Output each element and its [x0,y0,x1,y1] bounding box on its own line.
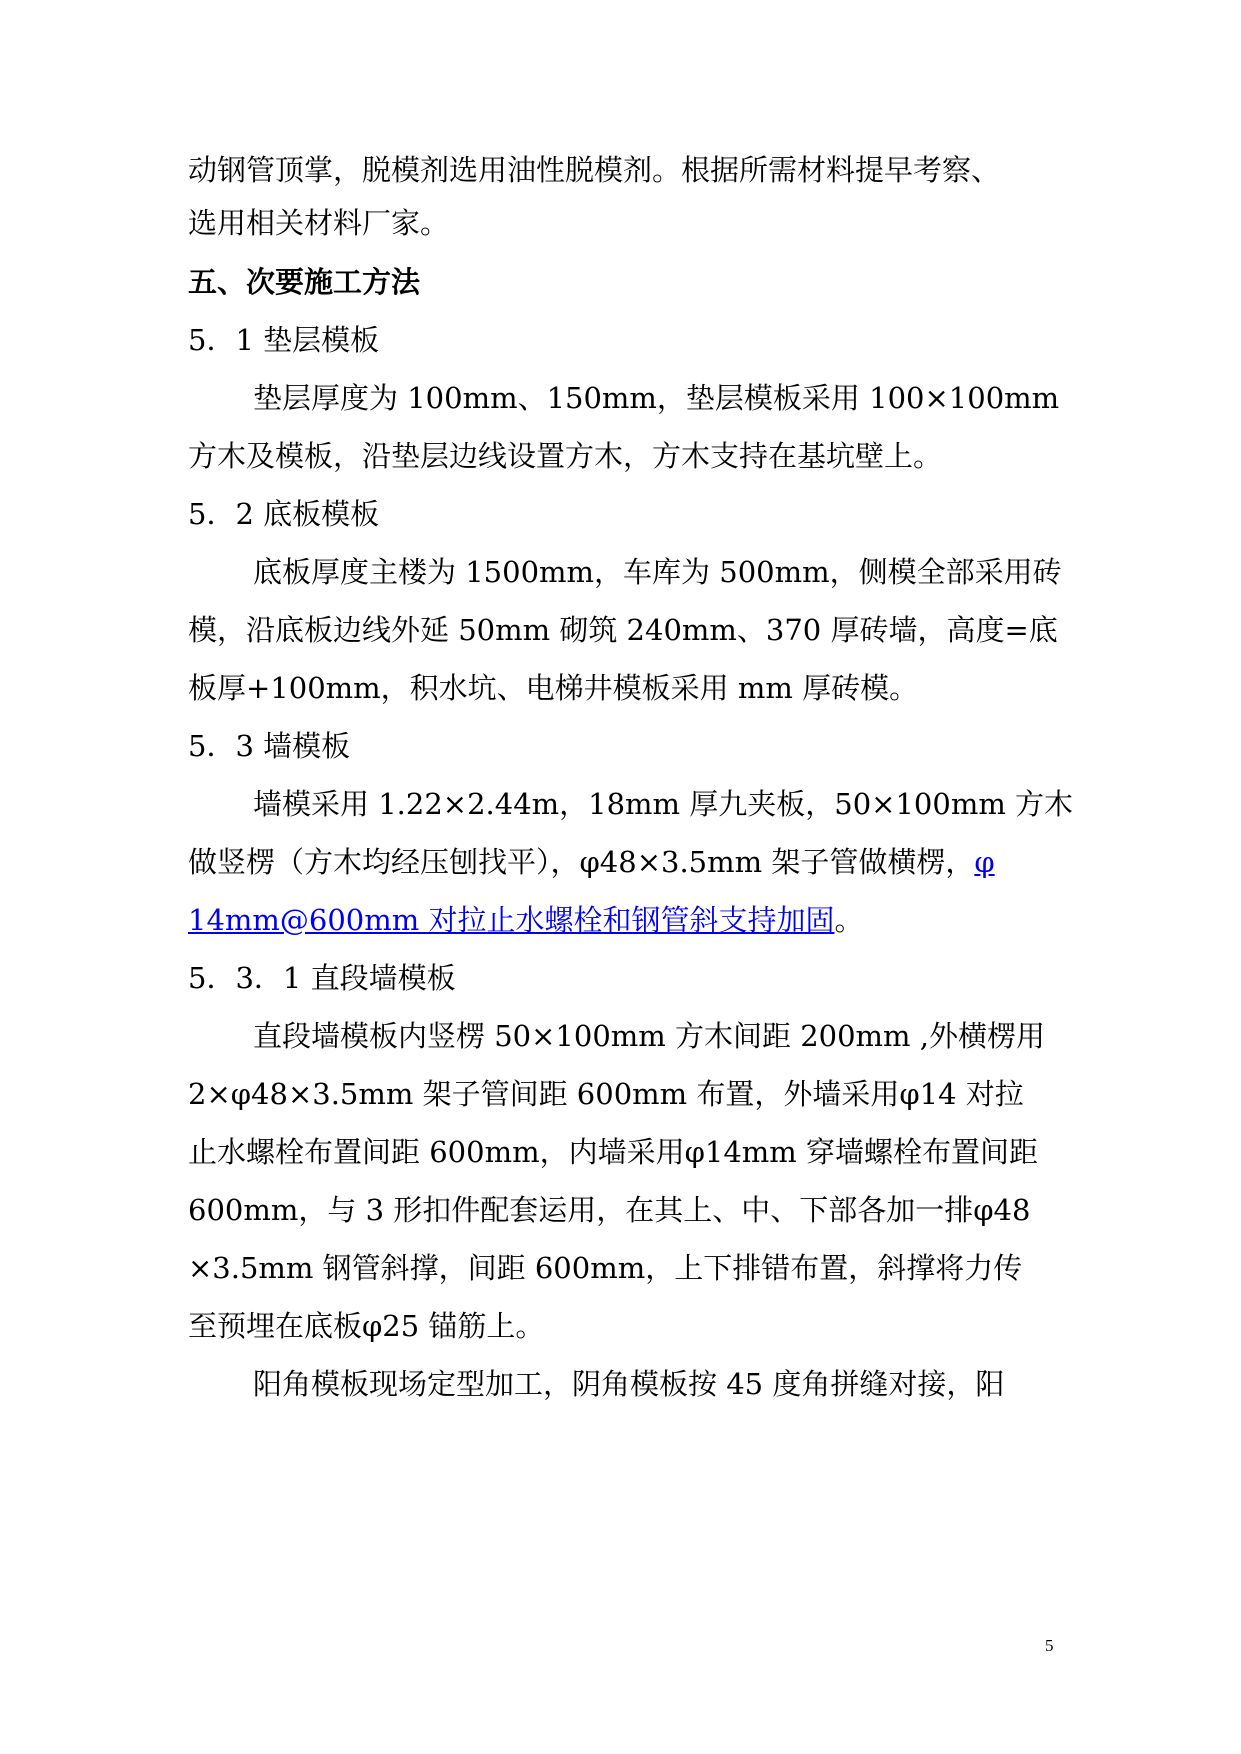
paragraph-line: 垫层厚度为 100mm、150mm，垫层模板采用 100×100mm [253,381,1060,415]
paragraph-line: ×3.5mm 钢管斜撑，间距 600mm，上下排错布置，斜撑将力传 [188,1251,1023,1285]
paragraph-line: 板厚+100mm，积水坑、电梯井模板采用 mm 厚砖模。 [188,671,919,705]
subsection-heading: 5．1 垫层模板 [188,323,380,357]
paragraph-line: 底板厚度主楼为 1500mm，车库为 500mm，侧模全部采用砖 [253,555,1062,589]
hyperlink-text[interactable]: 14mm@600mm 对拉止水螺栓和钢管斜支持加固 [188,903,835,937]
paragraph-line: 方木及模板，沿垫层边线设置方木，方木支持在基坑壁上。 [188,439,943,473]
hyperlink-start[interactable]: φ [974,845,995,879]
subsection-heading: 5．3．1 直段墙模板 [188,961,456,995]
paragraph-text: 。 [834,903,864,937]
page-number: 5 [1045,1636,1054,1655]
paragraph-line: 止水螺栓布置间距 600mm，内墙采用φ14mm 穿墙螺栓布置间距 [188,1135,1038,1169]
paragraph-text: 做竖楞（方木均经压刨找平），φ48×3.5mm 架子管做横楞， [188,845,975,879]
paragraph-line: 至预埋在底板φ25 锚筋上。 [188,1309,545,1343]
paragraph-line: 直段墙模板内竖楞 50×100mm 方木间距 200mm ,外横楞用 [253,1019,1045,1053]
paragraph-line: 选用相关材料厂家。 [188,206,450,240]
paragraph-line: 阳角模板现场定型加工，阴角模板按 45 度角拼缝对接，阳 [253,1367,1005,1401]
paragraph-line [188,900,1068,940]
subsection-heading: 5．3 墙模板 [188,729,351,763]
section-heading: 五、次要施工方法 [188,265,421,299]
paragraph-line: 600mm，与 3 形扣件配套运用，在其上、中、下部各加一排φ48 [188,1193,1031,1227]
subsection-heading: 5．2 底板模板 [188,497,380,531]
paragraph-line [188,842,1068,882]
paragraph-line: 墙模采用 1.22×2.44m，18mm 厚九夹板，50×100mm 方木 [253,787,1074,821]
paragraph-line: 动钢管顶掌，脱模剂选用油性脱模剂。根据所需材料提早考察、 [188,153,1001,187]
paragraph-line: 模，沿底板边线外延 50mm 砌筑 240mm、370 厚砖墙，高度=底 [188,613,1058,647]
paragraph-line: 2×φ48×3.5mm 架子管间距 600mm 布置，外墙采用φ14 对拉 [188,1077,1024,1111]
